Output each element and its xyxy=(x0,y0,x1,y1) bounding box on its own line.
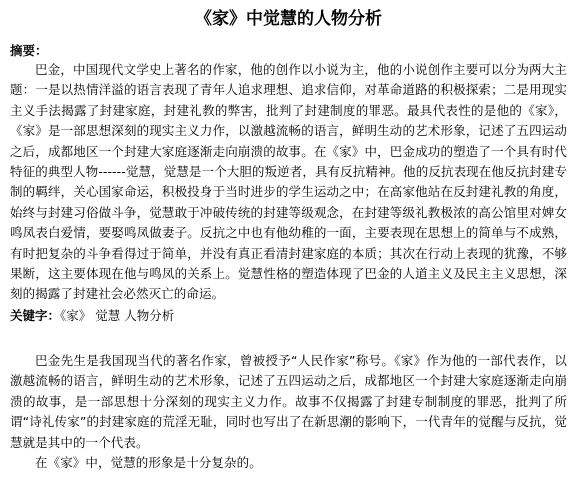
keywords-text: 《家》 觉慧 人物分析 xyxy=(60,307,175,323)
body-paragraph: 巴金先生是我国现当代的著名作家，曾被授予“人民作家”称号。《家》作为他的一部代表作，以激越流畅的语言，鲜明生动的艺术形象，记述了五四运动之后，成都地区一个封建大家庭逐渐走向崩溃的故事，是一部思想十分深刻的现实主义力作。故事不仅揭露了封建专制制度的罪恶，批判了所谓“诗礼传家”的封建家庭的荒淫无耻，同时也写出了在新思潮的影响下，一代青年的觉醒与反抗，觉慧就是其中的一个代表。 xyxy=(10,352,567,450)
keywords-line xyxy=(10,305,567,327)
body-paragraph: 在《家》中，觉慧的形象是十分复杂的。 xyxy=(35,454,262,470)
abstract-paragraph: 巴金，中国现代文学史上著名的作家，他的创作以小说为主，他的小说创作主要可以分为两大主题：一是以热情洋溢的语言表现了青年人追求理想、追求信仰，对革命道路的积极探索；二是用现实主义手法揭露了封建家庭，封建礼教的弊害，批判了封建制度的罪恶。最具代表性的是他的《家》，《家》是一部思想深刻的现实主义力作，以激越流畅的语言，鲜明生动的艺术形象，记述了五四运动之后，成都地区一个封建大家庭逐渐走向崩溃的故事。在《家》中，巴金成功的塑造了一个具有时代特征的典型人物------觉慧，觉慧是一个大胆的叛逆者，具有反抗精神。他的反抗表现在他反抗封建专制的羁绊，关心国家命运，积极投身于当时进步的学生运动之中；在高家他站在反封建礼教的角度，始终与封建习俗做斗争，觉慧敢于冲破传统的封建等级观念，在封建等级礼教极浓的高公馆里对婢女鸣凤表白爱情，要娶鸣凤做妻子。反抗之中也有他幼稚的一面，主要表现在思想上的简单与不成熟，有时把复杂的斗争看得过于简单，并没有真正看清封建家庭的本质；其次在行动上表现的犹豫，不够果断，这主要体现在他与鸣凤的关系上。觉慧性格的塑造体现了巴金的人道主义及民主主义思想，深刻的揭露了封建社会必然灭亡的命运。 xyxy=(10,62,567,302)
abstract-label: 摘要： xyxy=(10,43,48,58)
section-spacer xyxy=(10,327,567,351)
document-title: 《家》中觉慧的人物分析 xyxy=(195,9,382,29)
keywords-label: 关键字： xyxy=(10,307,61,323)
